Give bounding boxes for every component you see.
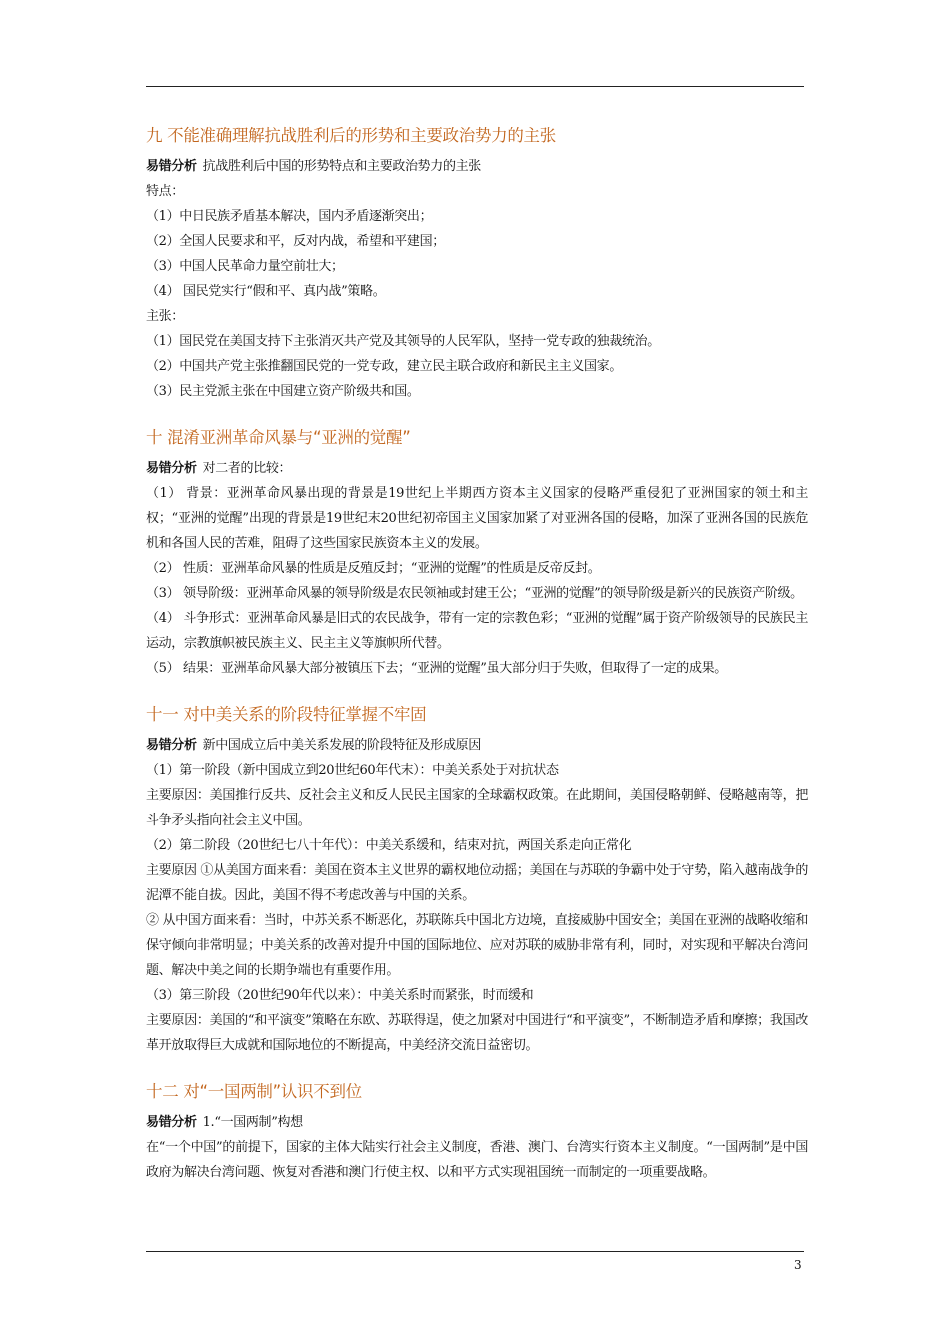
- section-title: 十 混淆亚洲革命风暴与“亚洲的觉醒”: [146, 428, 411, 447]
- paragraph: 主要原因 ①从美国方面来看：美国在资本主义世界的霸权地位动摇；美国在与苏联的争霸中处于守势，陷入越南战争的泥潭不能自拔。因此，美国不得不考虑改善与中国的关系。: [146, 863, 808, 903]
- section-10: [146, 426, 808, 681]
- analysis-text: 对二者的比较：: [202, 461, 292, 476]
- paragraph: （1）中日民族矛盾基本解决，国内矛盾逐渐突出；: [146, 209, 433, 224]
- paragraph: 特点：: [146, 184, 184, 199]
- header-rule: [146, 86, 804, 87]
- analysis-text: 新中国成立后中美关系发展的阶段特征及形成原因: [202, 738, 481, 753]
- paragraph: （2）全国人民要求和平，反对内战，希望和平建国；: [146, 234, 445, 249]
- paragraph: 主要原因：美国的“和平演变”策略在东欧、苏联得逞，使之加紧对中国进行“和平演变”，不断制造矛盾和摩擦；我国改革开放取得巨大成就和国际地位的不断提高，中美经济交流日益密切。: [146, 1013, 808, 1053]
- paragraph: 在“一个中国”的前提下，国家的主体大陆实行社会主义制度，香港、澳门、台湾实行资本主义制度。“一国两制”是中国政府为解决台湾问题、恢复对香港和澳门行使主权、以和平方式实现祖国统一而制定的一项重要战略。: [146, 1140, 808, 1180]
- paragraph: （3）第三阶段（20世纪90年代以来）：中美关系时而紧张，时而缓和: [146, 988, 534, 1003]
- paragraph: （1）国民党在美国支持下主张消灭共产党及其领导的人民军队，坚持一党专政的独裁统治。: [146, 334, 660, 349]
- paragraph: （1）第一阶段（新中国成立到20世纪60年代末）：中美关系处于对抗状态: [146, 763, 559, 778]
- paragraph: （4） 斗争形式：亚洲革命风暴是旧式的农民战争，带有一定的宗教色彩；“亚洲的觉醒”属于资产阶级领导的民族民主运动，宗教旗帜被民族主义、民主主义等旗帜所代替。: [146, 611, 808, 651]
- section-title: 十一 对中美关系的阶段特征掌握不牢固: [146, 705, 427, 724]
- paragraph: （1） 背景：亚洲革命风暴出现的背景是19世纪上半期西方资本主义国家的侵略严重侵犯了亚洲国家的领土和主权；“亚洲的觉醒”出现的背景是19世纪末20世纪初帝国主义国家加紧了对亚洲各国的侵略，加深了亚洲各国的民族危机和各国人民的苦难，阻碍了这些国家民族资本主义的发展。: [146, 486, 808, 551]
- section-11: [146, 703, 808, 1058]
- document-body: [146, 124, 808, 1207]
- analysis-line: [146, 154, 808, 179]
- paragraph: （3）中国人民革命力量空前壮大；: [146, 259, 344, 274]
- analysis-label: 易错分析: [146, 159, 197, 174]
- paragraph: （3） 领导阶级：亚洲革命风暴的领导阶级是农民领袖或封建王公；“亚洲的觉醒”的领导阶级是新兴的民族资产阶级。: [146, 586, 803, 601]
- paragraph: 主要原因：美国推行反共、反社会主义和反人民民主国家的全球霸权政策。在此期间，美国侵略朝鲜、侵略越南等，把斗争矛头指向社会主义中国。: [146, 788, 808, 828]
- analysis-text: 抗战胜利后中国的形势特点和主要政治势力的主张: [202, 159, 481, 174]
- section-12: [146, 1080, 808, 1185]
- analysis-label: 易错分析: [146, 738, 197, 753]
- analysis-line: [146, 733, 808, 758]
- section-9: [146, 124, 808, 404]
- paragraph: （5） 结果：亚洲革命风暴大部分被镇压下去；“亚洲的觉醒”虽大部分归于失败，但取得了一定的成果。: [146, 661, 727, 676]
- paragraph: （4） 国民党实行“假和平、真内战”策略。: [146, 284, 386, 299]
- paragraph: （2）中国共产党主张推翻国民党的一党专政，建立民主联合政府和新民主主义国家。: [146, 359, 622, 374]
- analysis-label: 易错分析: [146, 1115, 197, 1130]
- footer-rule: [146, 1251, 804, 1252]
- paragraph: （2） 性质：亚洲革命风暴的性质是反殖反封；“亚洲的觉醒”的性质是反帝反封。: [146, 561, 601, 576]
- section-title: 九 不能准确理解抗战胜利后的形势和主要政治势力的主张: [146, 126, 556, 145]
- analysis-text: 1.“一国两制”构想: [202, 1115, 303, 1130]
- page-number: 3: [794, 1258, 802, 1272]
- paragraph: ② 从中国方面来看：当时，中苏关系不断恶化，苏联陈兵中国北方边境，直接威胁中国安全；美国在亚洲的战略收缩和保守倾向非常明显；中美关系的改善对提升中国的国际地位、应对苏联的威胁非常有利，同时，对实现和平解决台湾问题、解决中美之间的长期争端也有重要作用。: [146, 913, 808, 978]
- paragraph: 主张：: [146, 309, 184, 324]
- analysis-label: 易错分析: [146, 461, 197, 476]
- analysis-line: [146, 1110, 808, 1135]
- paragraph: （2）第二阶段（20世纪七八十年代）：中美关系缓和，结束对抗，两国关系走向正常化: [146, 838, 632, 853]
- section-title: 十二 对“一国两制”认识不到位: [146, 1082, 362, 1101]
- paragraph: （3）民主党派主张在中国建立资产阶级共和国。: [146, 384, 420, 399]
- analysis-line: [146, 456, 808, 481]
